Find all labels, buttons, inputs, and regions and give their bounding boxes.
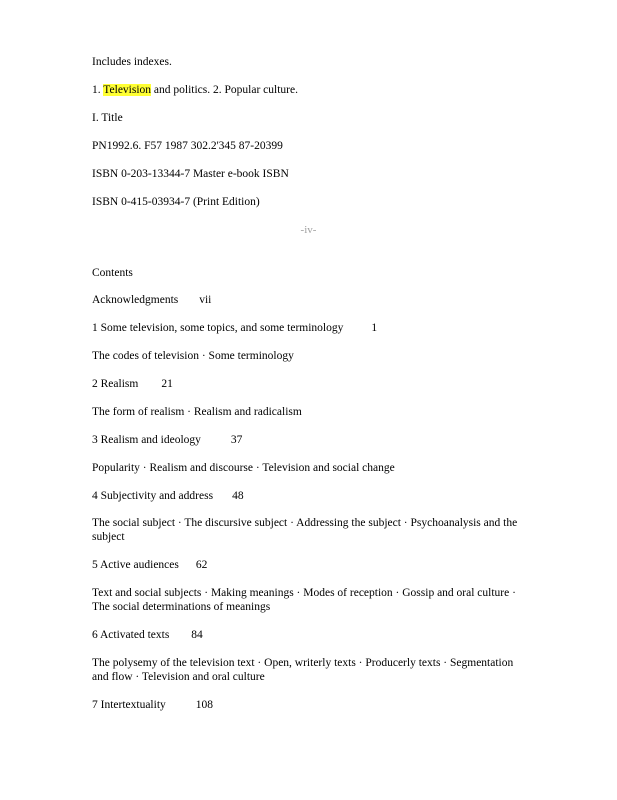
toc-entry-chapter-4 bbox=[92, 489, 244, 503]
highlighted-term[interactable]: Television bbox=[103, 84, 152, 96]
subject-headings bbox=[92, 83, 298, 97]
toc-entry-chapter-7 bbox=[92, 698, 213, 712]
toc-page: 1 bbox=[371, 322, 378, 334]
toc-sections-chapter-4: The social subject · The discursive subject · Addressing the subject · Psychoanalysis and the subject bbox=[92, 517, 518, 543]
isbn-ebook: ISBN 0-203-13344-7 Master e-book ISBN bbox=[92, 168, 289, 180]
toc-page: vii bbox=[199, 294, 212, 306]
toc-page: 108 bbox=[195, 699, 214, 711]
toc-title: Acknowledgments bbox=[92, 294, 179, 306]
isbn-print: ISBN 0-415-03934-7 (Print Edition) bbox=[92, 196, 260, 208]
toc-entry-chapter-6 bbox=[92, 628, 203, 642]
toc-page: 62 bbox=[195, 559, 208, 571]
toc-entry-chapter-3 bbox=[92, 433, 242, 447]
includes-indexes: Includes indexes. bbox=[92, 56, 172, 68]
page-number: -iv- bbox=[300, 224, 317, 236]
toc-title: 5 Active audiences bbox=[92, 559, 179, 571]
toc-sections-chapter-5: Text and social subjects · Making meanings · Modes of reception · Gossip and oral culture · The social determinations of meanings bbox=[92, 587, 516, 613]
toc-entry-acknowledgments bbox=[92, 293, 211, 307]
toc-title: 1 Some television, some topics, and some terminology bbox=[92, 322, 344, 334]
toc-title: 3 Realism and ideology bbox=[92, 434, 201, 446]
toc-title: 7 Intertextuality bbox=[92, 699, 166, 711]
toc-sections-chapter-6: The polysemy of the television text · Open, writerly texts · Producerly texts · Segmentation and flow · Television and oral culture bbox=[92, 657, 514, 683]
contents-heading: Contents bbox=[92, 267, 133, 279]
title-entry: I. Title bbox=[92, 112, 123, 124]
classification-entry: PN1992.6. F57 1987 302.2'345 87-20399 bbox=[92, 140, 283, 152]
toc-title: 4 Subjectivity and address bbox=[92, 490, 214, 502]
toc-entry-chapter-1 bbox=[92, 321, 377, 335]
toc-page: 21 bbox=[161, 378, 173, 390]
toc-page: 48 bbox=[232, 490, 244, 502]
toc-entry-chapter-5 bbox=[92, 558, 207, 572]
toc-title: 2 Realism bbox=[92, 378, 139, 390]
toc-entry-chapter-2 bbox=[92, 377, 173, 391]
toc-sections-chapter-1: The codes of television · Some terminology bbox=[92, 350, 294, 362]
subject-rest: and politics. 2. Popular culture. bbox=[151, 84, 298, 96]
subject-prefix: 1. bbox=[92, 84, 104, 96]
toc-title: 6 Activated texts bbox=[92, 629, 170, 641]
toc-sections-chapter-3: Popularity · Realism and discourse · Television and social change bbox=[92, 462, 395, 474]
toc-page: 37 bbox=[230, 434, 243, 446]
toc-page: 84 bbox=[191, 629, 203, 641]
toc-sections-chapter-2: The form of realism · Realism and radicalism bbox=[92, 406, 302, 418]
